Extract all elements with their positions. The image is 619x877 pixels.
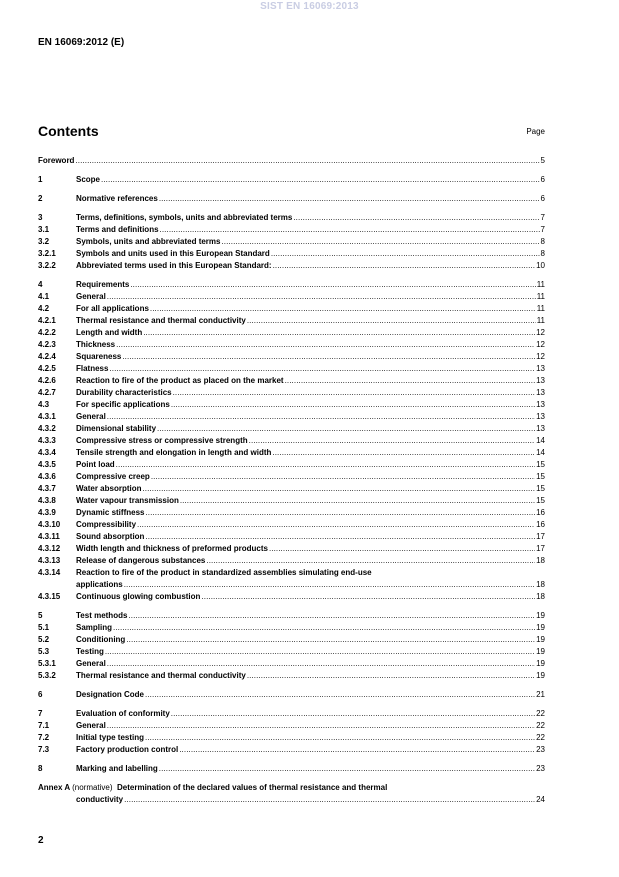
- toc-entry-page: 15: [536, 496, 545, 505]
- leader-dots: [179, 744, 535, 756]
- toc-entry-title: Symbols and units used in this European Standard: [76, 249, 270, 258]
- leader-dots: [271, 248, 540, 260]
- leader-dots: [145, 507, 535, 519]
- toc-entry-title: Dynamic stiffness: [76, 508, 145, 517]
- toc-entry-page: 19: [536, 671, 545, 680]
- leader-dots: [116, 459, 535, 471]
- annex-title-continuation: conductivity: [76, 795, 124, 804]
- toc-entry-title: For all applications: [76, 304, 149, 313]
- toc-entry-number: 5.1: [38, 623, 50, 632]
- toc-entry-title: Durability characteristics: [76, 388, 172, 397]
- leader-dots: [75, 155, 539, 167]
- leader-dots: [107, 720, 535, 732]
- toc-entry-number: 4.3.5: [38, 460, 56, 469]
- toc-entry-page: 5: [540, 156, 545, 165]
- toc-entry-number: 4.3.4: [38, 448, 56, 457]
- toc-entry[interactable]: [38, 744, 545, 756]
- toc-entry-page: 19: [536, 635, 545, 644]
- toc-entry-title: Release of dangerous substances: [76, 556, 206, 565]
- leader-dots: [113, 622, 535, 634]
- toc-entry[interactable]: [38, 351, 545, 363]
- leader-dots: [145, 689, 535, 701]
- toc-entry[interactable]: [38, 303, 545, 315]
- toc-entry-number: 5.3: [38, 647, 50, 656]
- leader-dots: [206, 555, 535, 567]
- toc-entry-page: 19: [536, 647, 545, 656]
- toc-entry-number: 1: [38, 175, 43, 184]
- toc-entry-page: 15: [536, 472, 545, 481]
- toc-entry[interactable]: [38, 387, 545, 399]
- toc-entry-number: 4.3.13: [38, 556, 61, 565]
- toc-entry[interactable]: [38, 610, 545, 622]
- toc-entry-foreword[interactable]: [38, 155, 545, 167]
- toc-entry-number: 4.1: [38, 292, 50, 301]
- leader-dots: [285, 375, 536, 387]
- toc-entry-page: 13: [536, 412, 545, 421]
- toc-entry-page: 15: [536, 460, 545, 469]
- toc-entry-title: General: [76, 412, 106, 421]
- toc-entry-title: Sampling: [76, 623, 113, 632]
- leader-dots: [247, 315, 536, 327]
- toc-entry-page: 7: [540, 213, 545, 222]
- toc-entry-page: 8: [540, 249, 545, 258]
- toc-entry[interactable]: [38, 459, 545, 471]
- toc-entry[interactable]: [38, 495, 545, 507]
- toc-entry-number: 8: [38, 764, 43, 773]
- toc-entry-page: 15: [536, 484, 545, 493]
- toc-entry[interactable]: [38, 174, 545, 186]
- toc-entry[interactable]: [38, 411, 545, 423]
- toc-entry-number: 4.2.5: [38, 364, 56, 373]
- toc-entry-number: 7.3: [38, 745, 50, 754]
- leader-dots: [101, 174, 540, 186]
- toc-entry[interactable]: [38, 567, 545, 591]
- toc-entry[interactable]: [38, 363, 545, 375]
- toc-entry[interactable]: [38, 658, 545, 670]
- toc-entry[interactable]: [38, 507, 545, 519]
- toc-entry[interactable]: [38, 591, 545, 603]
- toc-entry-page: 17: [536, 544, 545, 553]
- toc-entry-number: 4.2.7: [38, 388, 56, 397]
- toc-entry-number: 7.1: [38, 721, 50, 730]
- toc-entry-page: 8: [540, 237, 545, 246]
- toc-entry[interactable]: [38, 447, 545, 459]
- toc-entry-title: Conditioning: [76, 635, 126, 644]
- toc-entry-title: Requirements: [76, 280, 130, 289]
- toc-entry-number: 4.3.12: [38, 544, 61, 553]
- toc-entry-number: 4.3.10: [38, 520, 61, 529]
- toc-entry[interactable]: [38, 708, 545, 720]
- leader-dots: [159, 193, 540, 205]
- toc-entry-title: Thermal resistance and thermal conductivity: [76, 671, 246, 680]
- leader-dots: [180, 495, 535, 507]
- leader-dots: [173, 387, 535, 399]
- toc-entry-number: 5: [38, 611, 43, 620]
- toc-entry-title: Terms, definitions, symbols, units and abbreviated terms: [76, 213, 293, 222]
- toc-entry[interactable]: [38, 622, 545, 634]
- toc-entry-title-continuation: applications: [76, 580, 123, 589]
- toc-entry-number: 4.2.3: [38, 340, 56, 349]
- leader-dots: [124, 579, 535, 591]
- toc-entry-page: 13: [536, 400, 545, 409]
- toc-entry-title: General: [76, 292, 106, 301]
- toc-entry-title: Thickness: [76, 340, 116, 349]
- toc-entry-title: Compressive creep: [76, 472, 150, 481]
- toc-entry-number: 3.2: [38, 237, 50, 246]
- toc-entry-page: 22: [536, 709, 545, 718]
- leader-dots: [145, 531, 535, 543]
- toc-entry[interactable]: [38, 732, 545, 744]
- toc-entry-title: Point load: [76, 460, 115, 469]
- toc-entry[interactable]: [38, 634, 545, 646]
- toc-entry-page: 11: [536, 316, 545, 325]
- toc-entry-page: 11: [536, 292, 545, 301]
- toc-entry-title: Length and width: [76, 328, 143, 337]
- toc-entry-number: 6: [38, 690, 43, 699]
- leader-dots: [109, 363, 535, 375]
- toc-entry[interactable]: [38, 339, 545, 351]
- toc-entry-number: 4.3.15: [38, 592, 61, 601]
- toc-entry-title: Sound absorption: [76, 532, 145, 541]
- toc-entry-number: 4.2.2: [38, 328, 56, 337]
- toc-entry-page: 19: [536, 611, 545, 620]
- toc-entry-number: 7.2: [38, 733, 50, 742]
- toc-entry-page: 13: [536, 364, 545, 373]
- leader-dots: [142, 483, 535, 495]
- toc-entry[interactable]: [38, 327, 545, 339]
- leader-dots: [137, 519, 535, 531]
- page-column-heading: Page: [526, 127, 545, 136]
- leader-dots: [151, 471, 535, 483]
- leader-dots: [145, 732, 535, 744]
- toc-entry-title: Scope: [76, 175, 101, 184]
- toc-entry-number: 4.2.4: [38, 352, 56, 361]
- toc-entry[interactable]: [38, 423, 545, 435]
- annex-title-text: Determination of the declared values of thermal resistance and thermal: [117, 783, 388, 792]
- toc-entry-number: 4.3.14: [38, 568, 61, 577]
- toc-entry[interactable]: [38, 260, 545, 272]
- toc-entry[interactable]: [38, 646, 545, 658]
- leader-dots: [150, 303, 536, 315]
- leader-dots: [160, 224, 540, 236]
- leader-dots: [269, 543, 535, 555]
- toc-entry-page: 17: [536, 532, 545, 541]
- leader-dots: [124, 794, 535, 806]
- toc-entry[interactable]: [38, 519, 545, 531]
- toc-entry-page: 12: [536, 352, 545, 361]
- toc-entry[interactable]: [38, 193, 545, 205]
- document-id: EN 16069:2012 (E): [38, 37, 125, 48]
- toc-entry[interactable]: [38, 471, 545, 483]
- annex-label: Annex A: [38, 783, 70, 792]
- toc-entry-number: 3.2.2: [38, 261, 56, 270]
- leader-dots: [126, 634, 535, 646]
- toc-entry-number: 7: [38, 709, 43, 718]
- toc-entry-title: Testing: [76, 647, 104, 656]
- toc-entry-page: 7: [540, 225, 545, 234]
- toc-entry-page: 6: [540, 175, 545, 184]
- toc-entry-number: 4.3.3: [38, 436, 56, 445]
- toc-entry[interactable]: [38, 248, 545, 260]
- toc-entry-number: 4.3.6: [38, 472, 56, 481]
- toc-entry[interactable]: [38, 315, 545, 327]
- toc-entry-annex-a[interactable]: [38, 782, 545, 806]
- toc-entry-number: 4.3: [38, 400, 50, 409]
- leader-dots: [122, 351, 535, 363]
- leader-dots: [107, 291, 536, 303]
- toc-entry-title: Designation Code: [76, 690, 145, 699]
- toc-entry-number: 4.3.2: [38, 424, 56, 433]
- toc-entry-number: 4.3.11: [38, 532, 60, 541]
- toc-entry[interactable]: [38, 291, 545, 303]
- toc-entry[interactable]: [38, 212, 545, 224]
- toc-entry[interactable]: [38, 279, 545, 291]
- toc-entry-number: 4.2.1: [38, 316, 56, 325]
- leader-dots: [272, 447, 535, 459]
- toc-entry[interactable]: [38, 435, 545, 447]
- contents-heading: Contents: [38, 123, 99, 139]
- toc-entry-title: Marking and labelling: [76, 764, 158, 773]
- toc-entry-page: 10: [536, 261, 545, 270]
- toc-entry-number: 3: [38, 213, 43, 222]
- toc-entry-title: Dimensional stability: [76, 424, 157, 433]
- toc-entry-page: 13: [536, 424, 545, 433]
- toc-entry[interactable]: [38, 670, 545, 682]
- leader-dots: [107, 658, 535, 670]
- toc-entry-title: For specific applications: [76, 400, 170, 409]
- leader-dots: [293, 212, 539, 224]
- toc-entry[interactable]: [38, 555, 545, 567]
- toc-entry-page: 13: [536, 376, 545, 385]
- leader-dots: [105, 646, 535, 658]
- toc-entry-number: 3.2.1: [38, 249, 56, 258]
- toc-entry-title: Reaction to fire of the product as placed on the market: [76, 376, 284, 385]
- toc-entry-title: Thermal resistance and thermal conductivity: [76, 316, 246, 325]
- toc-entry-title: General: [76, 721, 106, 730]
- toc-entry-title: Compressive stress or compressive strength: [76, 436, 248, 445]
- toc-entry-page: 14: [536, 436, 545, 445]
- toc-entry-title: Terms and definitions: [76, 225, 159, 234]
- leader-dots: [157, 423, 535, 435]
- toc-entry-page: 18: [536, 592, 545, 601]
- leader-dots: [249, 435, 535, 447]
- toc-entry-title: Compressibility: [76, 520, 137, 529]
- leader-dots: [273, 260, 536, 272]
- watermark: SIST EN 16069:2013: [260, 1, 359, 12]
- toc-entry-title: Squareness: [76, 352, 122, 361]
- toc-entry-title: Initial type testing: [76, 733, 145, 742]
- leader-dots: [201, 591, 535, 603]
- toc-entry[interactable]: [38, 720, 545, 732]
- toc-entry-page: 11: [536, 304, 545, 313]
- leader-dots: [128, 610, 535, 622]
- toc-entry-page: 22: [536, 721, 545, 730]
- toc-entry-page: 22: [536, 733, 545, 742]
- toc-entry[interactable]: [38, 236, 545, 248]
- toc-entry-number: 4.2.6: [38, 376, 56, 385]
- toc-entry[interactable]: [38, 483, 545, 495]
- toc-entry-title: General: [76, 659, 106, 668]
- toc-entry-page: 23: [536, 745, 545, 754]
- toc-entry[interactable]: [38, 531, 545, 543]
- toc-entry-number: 2: [38, 194, 43, 203]
- leader-dots: [107, 411, 535, 423]
- toc-entry-title: Normative references: [76, 194, 158, 203]
- table-of-contents: [38, 155, 545, 806]
- page-number: 2: [38, 835, 44, 846]
- toc-entry-number: 4.2: [38, 304, 50, 313]
- toc-entry-title: Evaluation of conformity: [76, 709, 170, 718]
- toc-entry-page: 6: [540, 194, 545, 203]
- toc-entry-title: Tensile strength and elongation in length and width: [76, 448, 272, 457]
- leader-dots: [221, 236, 539, 248]
- toc-entry-title: Test methods: [76, 611, 128, 620]
- toc-entry-page: 16: [536, 508, 545, 517]
- leader-dots: [116, 339, 535, 351]
- leader-dots: [247, 670, 535, 682]
- toc-entry-title: Flatness: [76, 364, 109, 373]
- toc-entry[interactable]: [38, 224, 545, 236]
- toc-entry-page: 12: [536, 328, 545, 337]
- toc-entry-page: 24: [536, 795, 545, 804]
- toc-entry-number: 4.3.1: [38, 412, 56, 421]
- toc-entry[interactable]: [38, 689, 545, 701]
- toc-entry-number: 5.3.1: [38, 659, 56, 668]
- toc-entry-title: Width length and thickness of preformed products: [76, 544, 268, 553]
- annex-qualifier: (normative): [72, 783, 113, 792]
- toc-entry[interactable]: [38, 399, 545, 411]
- toc-entry-number: 4.3.8: [38, 496, 56, 505]
- toc-entry-page: 19: [536, 623, 545, 632]
- toc-entry-number: 4.3.9: [38, 508, 56, 517]
- toc-entry-title: Reaction to fire of the product in standardized assemblies simulating end-use: [76, 568, 372, 577]
- leader-dots: [171, 708, 535, 720]
- toc-entry-number: 3.1: [38, 225, 50, 234]
- toc-entry-page: 16: [536, 520, 545, 529]
- toc-entry-page: 13: [536, 388, 545, 397]
- toc-entry-number: 5.3.2: [38, 671, 56, 680]
- leader-dots: [159, 763, 535, 775]
- toc-entry-page: 23: [536, 764, 545, 773]
- leader-dots: [130, 279, 535, 291]
- toc-entry-page: 18: [536, 580, 545, 589]
- toc-entry-page: 12: [536, 340, 545, 349]
- toc-entry-number: 4: [38, 280, 43, 289]
- annex-title: [38, 782, 387, 794]
- toc-entry-title: Water vapour transmission: [76, 496, 179, 505]
- toc-entry-page: 19: [536, 659, 545, 668]
- toc-entry-title: Continuous glowing combustion: [76, 592, 201, 601]
- toc-entry-page: 18: [536, 556, 545, 565]
- toc-entry-number: 4.3.7: [38, 484, 56, 493]
- toc-entry-title: Water absorption: [76, 484, 142, 493]
- leader-dots: [171, 399, 535, 411]
- toc-entry-title: Abbreviated terms used in this European Standard:: [76, 261, 272, 270]
- leader-dots: [143, 327, 535, 339]
- toc-entry-title: Foreword: [38, 156, 75, 165]
- toc-entry-page: 14: [536, 448, 545, 457]
- toc-entry[interactable]: [38, 375, 545, 387]
- toc-entry-number: 5.2: [38, 635, 50, 644]
- toc-entry[interactable]: [38, 543, 545, 555]
- toc-entry-title: Symbols, units and abbreviated terms: [76, 237, 221, 246]
- toc-entry-title: Factory production control: [76, 745, 179, 754]
- toc-entry-page: 11: [536, 280, 545, 289]
- toc-entry[interactable]: [38, 763, 545, 775]
- toc-entry-page: 21: [536, 690, 545, 699]
